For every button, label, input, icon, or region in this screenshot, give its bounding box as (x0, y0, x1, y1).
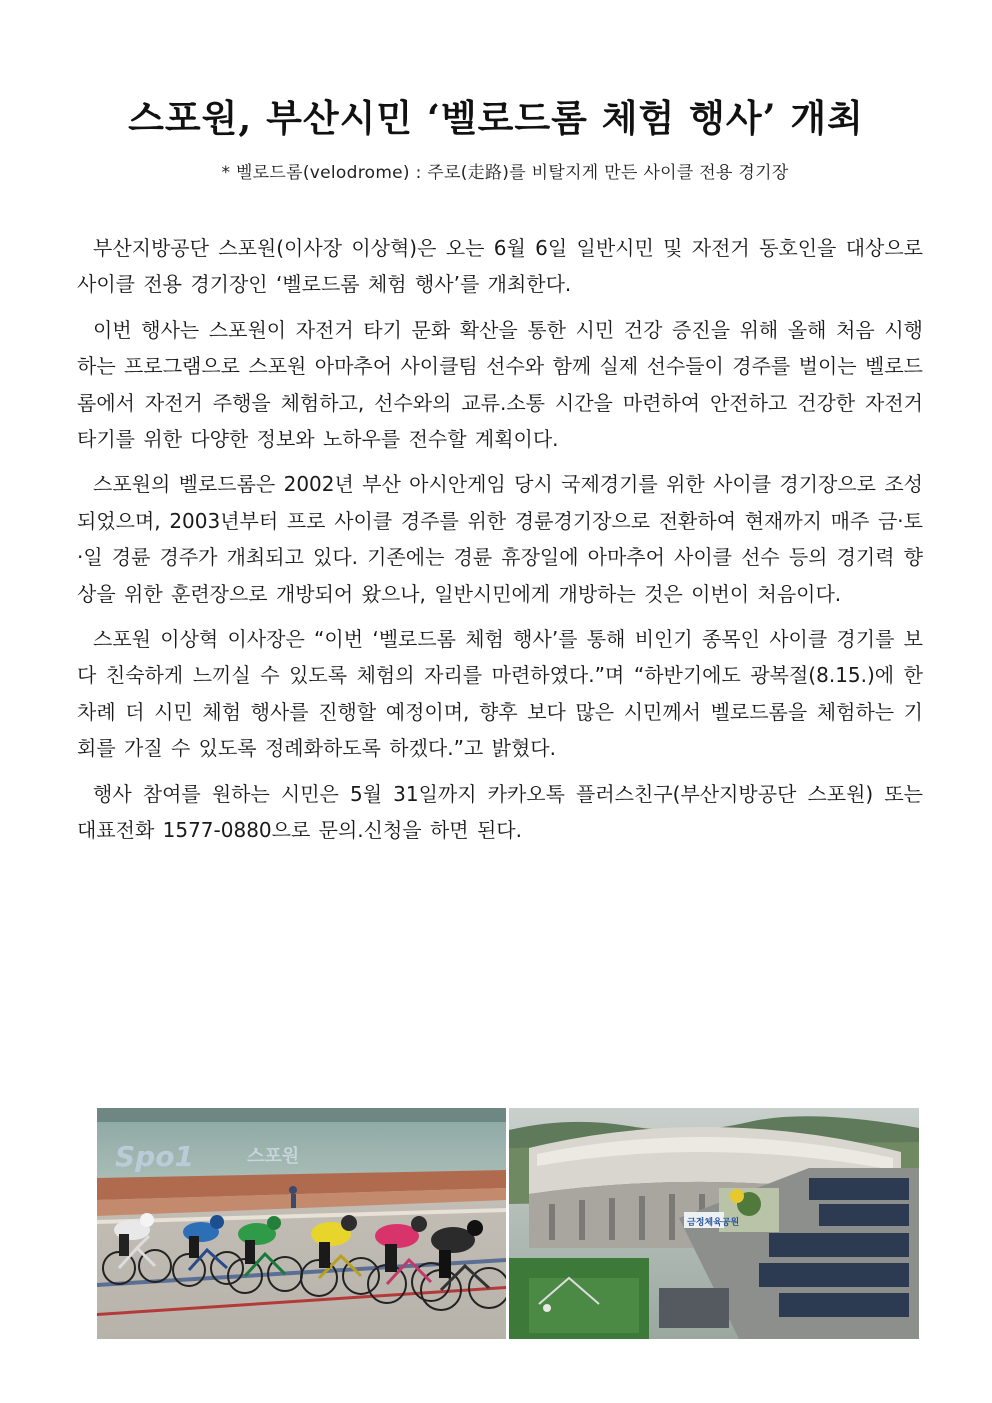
paragraph-2: 이번 행사는 스포원이 자전거 타기 문화 확산을 통한 시민 건강 증진을 위해 올해 처음 시행하는 프로그램으로 스포원 아마추어 사이클팀 선수와 함께 실제 선수들이 경주를 벌이는 벨로드롬에서 자전거 주행을 체험하고, 선수와의 교류.소통 시간을 마련하여 안전하고 건강한 자전거 타기를 위한 다양한 정보와 노하우를 전수할 계획이다. (77, 317, 923, 452)
paragraph-3: 스포원의 벨로드롬은 2002년 부산 아시안게임 당시 국제경기를 위한 사이클 경기장으로 조성되었으며, 2003년부터 프로 사이클 경주를 위한 경륜경기장으로 전환하여 현재까지 매주 금·토·일 경륜 경주가 개최되고 있다. 기존에는 경륜 휴장일에 아마추어 사이클 선수 등의 경기력 향상을 위한 훈련장으로 개방되어 왔으나, 일반시민에게 개방하는 것은 이번이 처음이다. (77, 472, 923, 606)
stadium-sign-text: 금정체육공원 (687, 1218, 740, 1228)
paragraph-4: 스포원 이상혁 이사장은 “이번 ‘벨로드롬 체험 행사’를 통해 비인기 종목인 사이클 경기를 보다 친숙하게 느끼실 수 있도록 체험의 자리를 마련하였다.”며 “하반기에도 광복절(8.15.)에 한 차례 더 시민 체험 행사를 진행할 예정이며, 향후 보다 많은 시민께서 벨로드롬을 체험하는 기회를 가질 수 있도록 정례화하도록 하겠다.”고 밝혔다. (77, 627, 923, 761)
subtitle-footnote: * 벨로드롬(velodrome) : 주로(走路)를 비탈지게 만든 사이클 전용 경기장 (221, 163, 789, 183)
photo-row (97, 1108, 919, 1339)
paragraph-5: 행사 참여를 원하는 시민은 5월 31일까지 카카오톡 플러스친구(부산지방공단 스포원) 또는 대표전화 1577-0880으로 문의.신청을 하면 된다. (77, 781, 923, 843)
wall-text: 스포원 (247, 1146, 300, 1167)
page-title: 스포원, 부산시민 ‘벨로드롬 체험 행사’ 개최 (128, 96, 864, 140)
cyclists-photo (97, 1108, 506, 1339)
paragraph-1: 부산지방공단 스포원(이사장 이상혁)은 오는 6월 6일 일반시민 및 자전거 동호인을 대상으로 사이클 전용 경기장인 ‘벨로드롬 체험 행사’를 개최한다. (77, 236, 923, 297)
stadium-aerial-photo (509, 1108, 919, 1339)
article-body (77, 230, 923, 858)
cyclists-illustration (97, 1108, 506, 1339)
wall-logo-text: Spo1 (115, 1140, 194, 1173)
stadium-illustration (509, 1108, 919, 1339)
